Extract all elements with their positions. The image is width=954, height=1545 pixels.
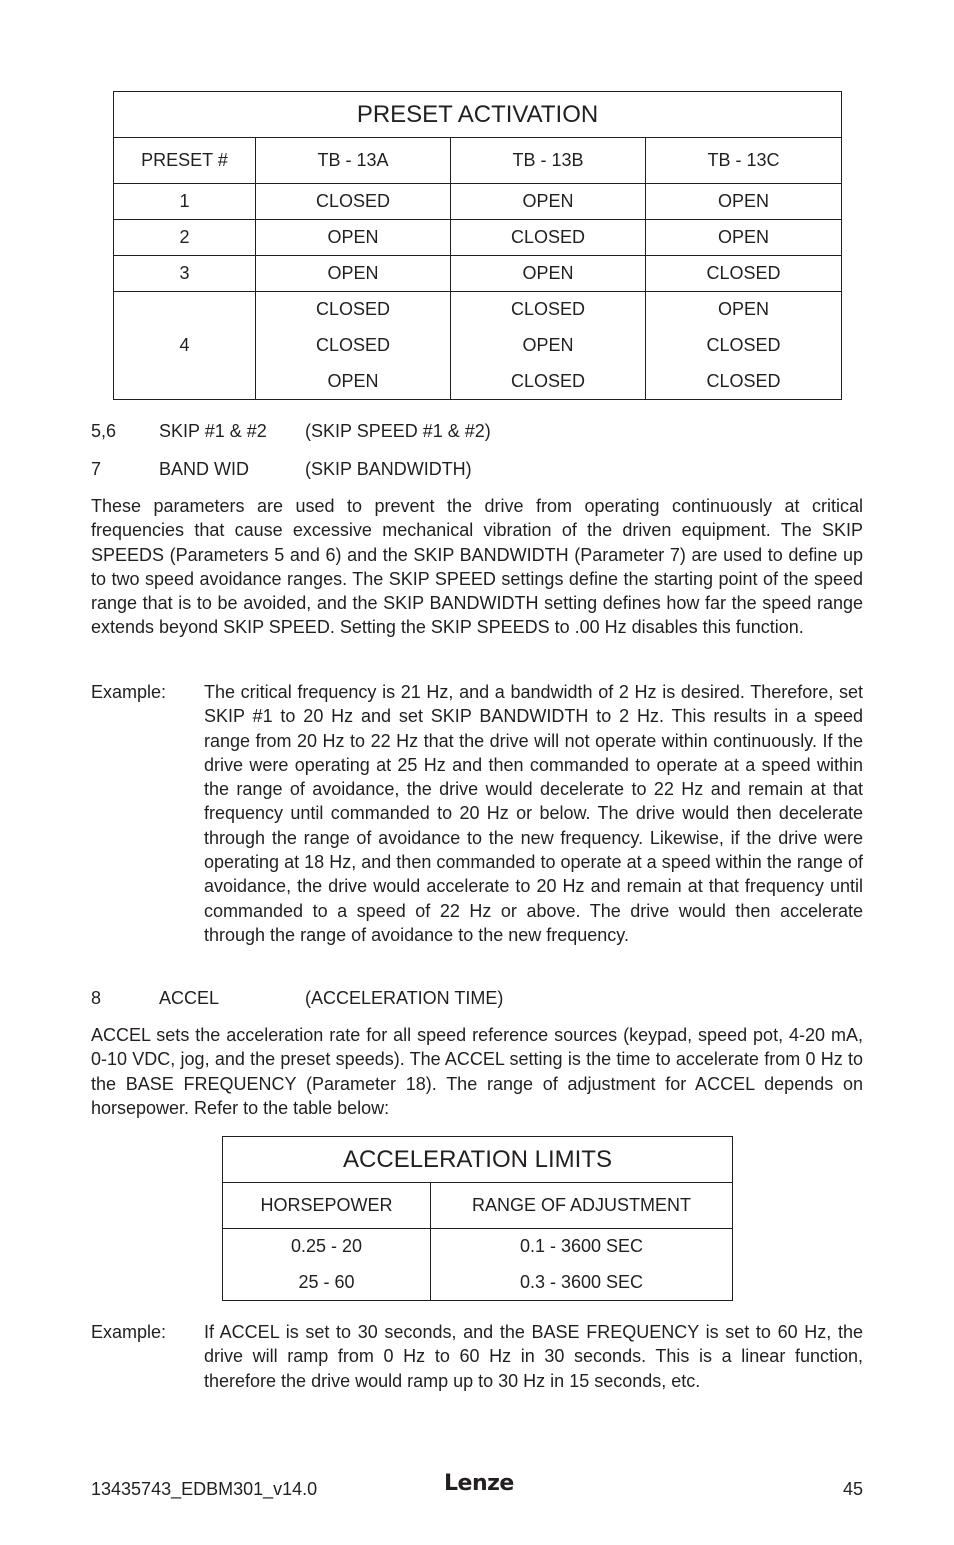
table-title: PRESET ACTIVATION — [114, 92, 842, 138]
example-label: Example: — [91, 1322, 167, 1342]
example-text: If ACCEL is set to 30 seconds, and the BASE FREQUENCY is set to 60 Hz, the drive will ramp from 0 Hz to 60 Hz in 30 seconds. This is a linear function, therefore the drive would ramp up to 30 Hz in 15 seconds, etc. — [204, 1322, 863, 1391]
table-cell: CLOSED — [646, 328, 842, 364]
page-number: 45 — [842, 1479, 863, 1499]
column-header: TB - 13C — [646, 138, 842, 184]
table-cell: 25 - 60 — [223, 1265, 431, 1301]
table-cell: OPEN — [256, 220, 451, 256]
table-cell: CLOSED — [646, 256, 842, 292]
table-row — [114, 256, 842, 292]
param-number: 7 — [91, 459, 102, 479]
table-cell: CLOSED — [451, 292, 646, 328]
table-cell: 2 — [114, 220, 256, 256]
table-cell: OPEN — [646, 220, 842, 256]
column-header: HORSEPOWER — [223, 1183, 431, 1229]
table-row — [223, 1265, 733, 1301]
table-cell: 3 — [114, 256, 256, 292]
param-name: ACCEL — [159, 988, 220, 1008]
param-description: (SKIP SPEED #1 & #2) — [305, 421, 491, 441]
table-cell: CLOSED — [256, 328, 451, 364]
table-cell: OPEN — [646, 184, 842, 220]
table-cell: CLOSED — [646, 364, 842, 400]
accel-description-paragraph: ACCEL sets the acceleration rate for all speed reference sources (keypad, speed pot, 4-20 mA, 0-10 VDC, jog, and the preset speeds). The ACCEL setting is the time to accelerate from 0 Hz to the BASE FREQUENCY (Parameter 18). The range of adjustment for ACCEL depends on horsepower. Refer to the table below: — [91, 1025, 863, 1118]
param-number: 5,6 — [91, 421, 117, 441]
skip-description-paragraph: These parameters are used to prevent the drive from operating continuously at critical frequencies that cause excessive mechanical vibration of the driven equipment. The SKIP SPEEDS (Parameters 5 and 6) and the SKIP BANDWIDTH (Parameter 7) are used to define up to two speed avoidance ranges. The SKIP SPEED settings define the starting point of the speed range that is to be avoided, and the SKIP BANDWIDTH setting defines how far the speed range extends beyond SKIP SPEED. Setting the SKIP SPEEDS to .00 Hz disables this function. — [91, 496, 863, 638]
param-description: (SKIP BANDWIDTH) — [305, 459, 472, 479]
preset-activation-table — [113, 91, 842, 400]
table-cell: OPEN — [451, 328, 646, 364]
param-number: 8 — [91, 988, 102, 1008]
table-cell: 4 — [114, 292, 256, 400]
table-row — [223, 1229, 733, 1265]
table-cell: CLOSED — [451, 220, 646, 256]
table-cell: CLOSED — [256, 184, 451, 220]
table-cell: OPEN — [451, 184, 646, 220]
column-header: TB - 13A — [256, 138, 451, 184]
table-row — [114, 292, 842, 328]
column-header: RANGE OF ADJUSTMENT — [431, 1183, 733, 1229]
table-row — [114, 184, 842, 220]
column-header: PRESET # — [114, 138, 256, 184]
example-label: Example: — [91, 682, 167, 702]
document-id: 13435743_EDBM301_v14.0 — [91, 1479, 318, 1499]
example-text: The critical frequency is 21 Hz, and a bandwidth of 2 Hz is desired. Therefore, set SKIP #1 to 20 Hz and set SKIP BANDWIDTH to 2 Hz. This results in a speed range from 20 Hz to 22 Hz that the drive will not operate within continuously. If the drive were operating at 25 Hz and then commanded to operate at a speed within the range of avoidance, the drive would decelerate to 22 Hz and remain at that frequency until commanded to 20 Hz or below. The drive would then decelerate through the range of avoidance to the new frequency. Likewise, if the drive were operating at 18 Hz, and then commanded to operate at a speed within the range of avoidance, the drive would accelerate to 20 Hz and remain at that frequency until commanded to a speed of 22 Hz or above. The drive would then accelerate through the range of avoidance to the new frequency. — [204, 682, 863, 945]
table-cell: 0.1 - 3600 SEC — [431, 1229, 733, 1265]
column-header: TB - 13B — [451, 138, 646, 184]
table-cell: 0.3 - 3600 SEC — [431, 1265, 733, 1301]
table-cell: CLOSED — [256, 292, 451, 328]
table-row — [114, 220, 842, 256]
table-cell: OPEN — [256, 256, 451, 292]
table-cell: CLOSED — [451, 364, 646, 400]
table-cell: 1 — [114, 184, 256, 220]
param-name: SKIP #1 & #2 — [159, 421, 267, 441]
table-cell: OPEN — [646, 292, 842, 328]
lenze-logo — [444, 1471, 514, 1496]
table-cell: OPEN — [256, 364, 451, 400]
table-cell: OPEN — [451, 256, 646, 292]
acceleration-limits-table — [222, 1136, 733, 1301]
logo-text: Lenze — [444, 1471, 514, 1496]
param-description: (ACCELERATION TIME) — [305, 988, 504, 1008]
table-title: ACCELERATION LIMITS — [223, 1137, 733, 1183]
table-cell: 0.25 - 20 — [223, 1229, 431, 1265]
param-name: BAND WID — [159, 459, 249, 479]
